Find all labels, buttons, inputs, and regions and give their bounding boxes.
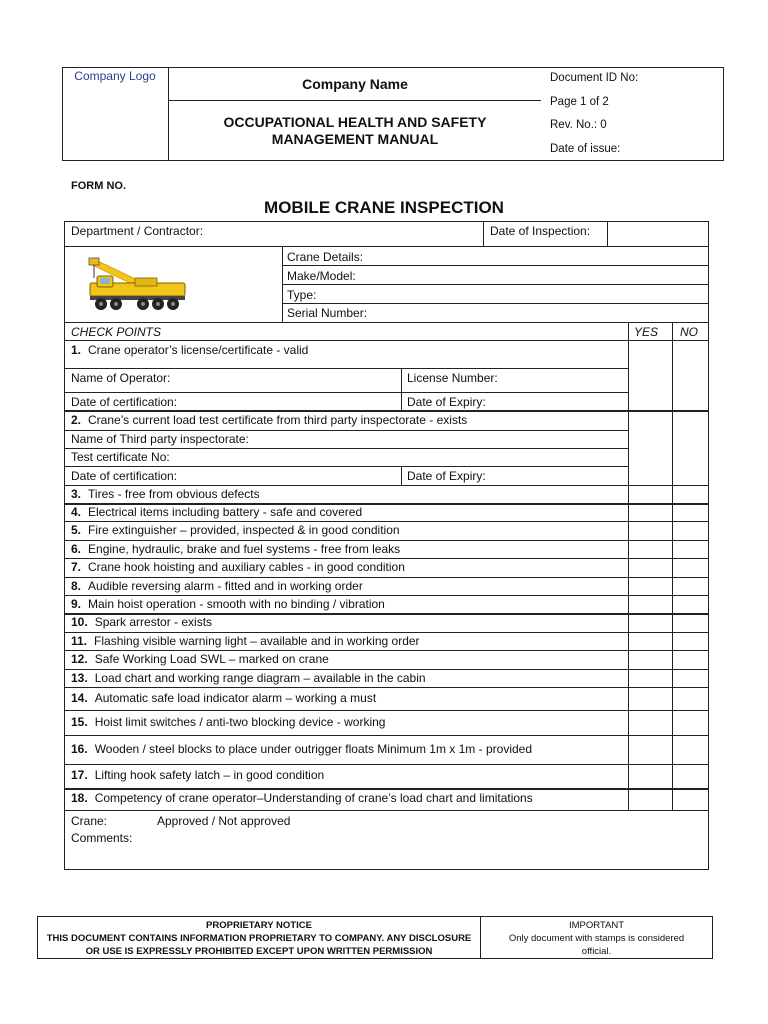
yes-checkbox-item-15[interactable]	[629, 711, 671, 735]
manual-title	[169, 101, 541, 161]
row-divider	[64, 810, 709, 811]
check-item-text: Crane hook hoisting and auxiliary cables - in good condition	[88, 560, 405, 574]
yes-checkbox-item-6[interactable]	[629, 541, 671, 558]
check-item-text: Crane’s current load test certificate from third party inspectorate - exists	[88, 413, 468, 427]
no-checkbox-item-15[interactable]	[673, 711, 715, 735]
no-checkbox-item-4[interactable]	[673, 504, 715, 521]
date-of-issue: Date of issue:	[550, 142, 621, 155]
no-checkbox-item-6[interactable]	[673, 541, 715, 558]
row-divider	[401, 368, 402, 411]
notice-line1: THIS DOCUMENT CONTAINS INFORMATION PROPRIETARY TO COMPANY. ANY DISCLOSURE	[46, 933, 472, 944]
yes-checkbox-item-4[interactable]	[629, 504, 671, 521]
check-item-11	[71, 634, 420, 648]
divider	[607, 221, 608, 246]
divider	[282, 265, 709, 266]
yes-checkbox-item-12[interactable]	[629, 651, 671, 669]
divider	[64, 322, 709, 323]
check-points-header: CHECK POINTS	[71, 325, 162, 339]
yes-checkbox-item-17[interactable]	[629, 765, 671, 788]
no-checkbox-item-3[interactable]	[673, 486, 715, 503]
check-item-18	[71, 791, 533, 805]
yes-checkbox-item-11[interactable]	[629, 633, 671, 650]
no-header: NO	[680, 325, 698, 339]
document-meta	[550, 67, 720, 161]
no-checkbox-item-10[interactable]	[673, 614, 715, 632]
yes-checkbox-item-13[interactable]	[629, 670, 671, 687]
check-item-number: 6.	[71, 542, 82, 556]
check-item-8	[71, 579, 363, 593]
yes-checkbox-item-9[interactable]	[629, 596, 671, 613]
yes-checkbox-item-10[interactable]	[629, 614, 671, 632]
document-id: Document ID No:	[550, 72, 639, 84]
form-number: FORM NO.	[71, 180, 126, 192]
approval-options[interactable]: Approved / Not approved	[157, 814, 291, 828]
check-item-9	[71, 597, 385, 611]
row-divider	[64, 430, 628, 431]
check-item-6	[71, 542, 400, 556]
important-title: IMPORTANT	[568, 920, 625, 931]
date-certification-label: Date of certification:	[71, 395, 178, 409]
check-item-13	[71, 671, 426, 685]
check-item-number: 17.	[71, 768, 88, 782]
row-divider	[64, 485, 709, 486]
check-item-number: 16.	[71, 742, 88, 756]
check-item-number: 3.	[71, 487, 82, 501]
operator-name-label: Name of Operator:	[71, 371, 171, 385]
check-item-4	[71, 505, 362, 519]
row-divider	[64, 595, 709, 596]
check-item-text: Main hoist operation - smooth with no binding / vibration	[88, 597, 385, 611]
revision-number: Rev. No.: 0	[550, 119, 607, 131]
row-divider	[64, 392, 628, 393]
check-item-text: Engine, hydraulic, brake and fuel systems - free from leaks	[88, 542, 401, 556]
serial-number-label: Serial Number:	[287, 306, 368, 320]
check-item-number: 7.	[71, 560, 82, 574]
row-divider	[64, 710, 709, 711]
check-item-2	[71, 413, 467, 427]
check-item-number: 14.	[71, 691, 88, 705]
row-divider	[64, 764, 709, 765]
check-item-15	[71, 715, 385, 729]
check-item-7	[71, 560, 405, 574]
yes-checkbox-item-18[interactable]	[629, 789, 671, 810]
divider	[282, 303, 709, 304]
no-checkbox-item-14[interactable]	[673, 688, 715, 710]
divider	[282, 284, 709, 285]
date-of-inspection-field[interactable]	[612, 223, 704, 243]
no-checkbox-item-18[interactable]	[673, 789, 715, 810]
company-logo: Company Logo	[62, 67, 169, 161]
check-item-number: 12.	[71, 652, 88, 666]
no-checkbox-item-1[interactable]	[673, 341, 715, 410]
check-item-text: Hoist limit switches / anti-two blocking device - working	[94, 715, 386, 729]
check-item-text: Audible reversing alarm - fitted and in working order	[88, 579, 363, 593]
row-divider	[64, 521, 709, 522]
check-item-12	[71, 652, 329, 666]
yes-checkbox-item-7[interactable]	[629, 559, 671, 577]
no-checkbox-item-12[interactable]	[673, 651, 715, 669]
no-checkbox-item-7[interactable]	[673, 559, 715, 577]
third-party-label: Name of Third party inspectorate:	[71, 432, 249, 446]
check-item-text: Safe Working Load SWL – marked on crane	[94, 652, 329, 666]
type-label: Type:	[287, 288, 317, 302]
check-item-3	[71, 487, 260, 501]
important-line1: Only document with stamps is considered	[508, 933, 685, 944]
row-divider	[64, 558, 709, 559]
make-model-label: Make/Model:	[287, 269, 356, 283]
row-divider	[64, 448, 628, 449]
check-item-text: Fire extinguisher – provided, inspected & in good condition	[88, 523, 400, 537]
no-checkbox-item-5[interactable]	[673, 522, 715, 540]
department-label: Department / Contractor:	[71, 224, 204, 238]
row-divider	[64, 577, 709, 578]
date-expiry-label: Date of Expiry:	[407, 395, 486, 409]
yes-checkbox-item-8[interactable]	[629, 578, 671, 595]
manual-title-line1: OCCUPATIONAL HEALTH AND SAFETY	[223, 114, 487, 130]
license-number-label: License Number:	[407, 371, 498, 385]
check-item-number: 4.	[71, 505, 82, 519]
important-line2: official.	[581, 946, 612, 957]
check-item-text: Tires - free from obvious defects	[88, 487, 260, 501]
row-divider	[64, 669, 709, 670]
check-item-16	[71, 742, 532, 756]
no-checkbox-item-11[interactable]	[673, 633, 715, 650]
no-checkbox-item-9[interactable]	[673, 596, 715, 613]
check-item-text: Competency of crane operator–Understanding of crane’s load chart and limitations	[94, 791, 533, 805]
important-notice	[480, 916, 713, 959]
page-number: Page 1 of 2	[550, 95, 609, 108]
check-item-number: 10.	[71, 615, 88, 629]
row-divider	[64, 466, 628, 467]
row-divider	[64, 368, 628, 369]
yes-checkbox-item-1[interactable]	[629, 341, 671, 410]
check-item-10	[71, 615, 212, 629]
row-divider	[64, 650, 709, 651]
check-item-text: Wooden / steel blocks to place under outrigger floats Minimum 1m x 1m - provided	[94, 742, 533, 756]
notice-line2: OR USE IS EXPRESSLY PROHIBITED EXCEPT UPON WRITTEN PERMISSION	[85, 946, 433, 957]
test-certificate-label: Test certificate No:	[71, 450, 170, 464]
divider	[483, 221, 484, 246]
check-item-number: 18.	[71, 791, 88, 805]
check-item-text: Electrical items including battery - safe and covered	[88, 505, 363, 519]
yes-header: YES	[634, 325, 659, 339]
date-of-inspection-label: Date of Inspection:	[490, 224, 591, 238]
no-checkbox-item-8[interactable]	[673, 578, 715, 595]
yes-checkbox-item-14[interactable]	[629, 688, 671, 710]
form-title: MOBILE CRANE INSPECTION	[264, 198, 504, 217]
check-item-text: Lifting hook safety latch – in good condition	[94, 768, 325, 782]
divider	[64, 340, 709, 341]
date-certification-label-2: Date of certification:	[71, 469, 178, 483]
row-divider	[64, 687, 709, 688]
yes-checkbox-item-2[interactable]	[629, 412, 671, 485]
check-item-number: 5.	[71, 523, 82, 537]
no-checkbox-item-2[interactable]	[673, 412, 715, 485]
yes-checkbox-item-16[interactable]	[629, 736, 671, 764]
mobile-crane-image	[85, 252, 189, 317]
crane-details-label: Crane Details:	[287, 250, 364, 264]
row-divider-bold	[64, 410, 709, 412]
no-checkbox-item-13[interactable]	[673, 670, 715, 687]
check-item-number: 11.	[71, 634, 88, 648]
manual-title-line2: MANAGEMENT MANUAL	[271, 131, 439, 147]
check-item-17	[71, 768, 324, 782]
yes-checkbox-item-5[interactable]	[629, 522, 671, 540]
check-item-text: Load chart and working range diagram – available in the cabin	[94, 671, 426, 685]
check-item-text: Spark arrestor - exists	[94, 615, 213, 629]
notice-title: PROPRIETARY NOTICE	[206, 920, 312, 931]
row-divider	[64, 735, 709, 736]
check-item-1	[71, 343, 308, 357]
no-checkbox-item-17[interactable]	[673, 765, 715, 788]
check-item-number: 15.	[71, 715, 88, 729]
check-item-number: 1.	[71, 343, 82, 357]
yes-checkbox-item-3[interactable]	[629, 486, 671, 503]
row-divider	[64, 632, 709, 633]
company-name: Company Name	[169, 67, 541, 101]
crane-label: Crane:	[71, 814, 108, 828]
check-item-number: 9.	[71, 597, 82, 611]
check-item-text: Automatic safe load indicator alarm – working a must	[94, 691, 377, 705]
divider	[64, 246, 709, 247]
row-divider-bold	[64, 788, 709, 790]
check-item-text: Flashing visible warning light – available and in working order	[94, 634, 420, 648]
check-item-text: Crane operator’s license/certificate - valid	[88, 343, 309, 357]
date-expiry-label-2: Date of Expiry:	[407, 469, 486, 483]
comments-label: Comments:	[71, 831, 133, 845]
row-divider	[401, 466, 402, 485]
proprietary-notice	[37, 916, 481, 959]
check-item-number: 2.	[71, 413, 82, 427]
no-checkbox-item-16[interactable]	[673, 736, 715, 764]
check-item-5	[71, 523, 400, 537]
row-divider	[64, 540, 709, 541]
check-item-14	[71, 691, 376, 705]
check-item-number: 13.	[71, 671, 88, 685]
check-item-number: 8.	[71, 579, 82, 593]
